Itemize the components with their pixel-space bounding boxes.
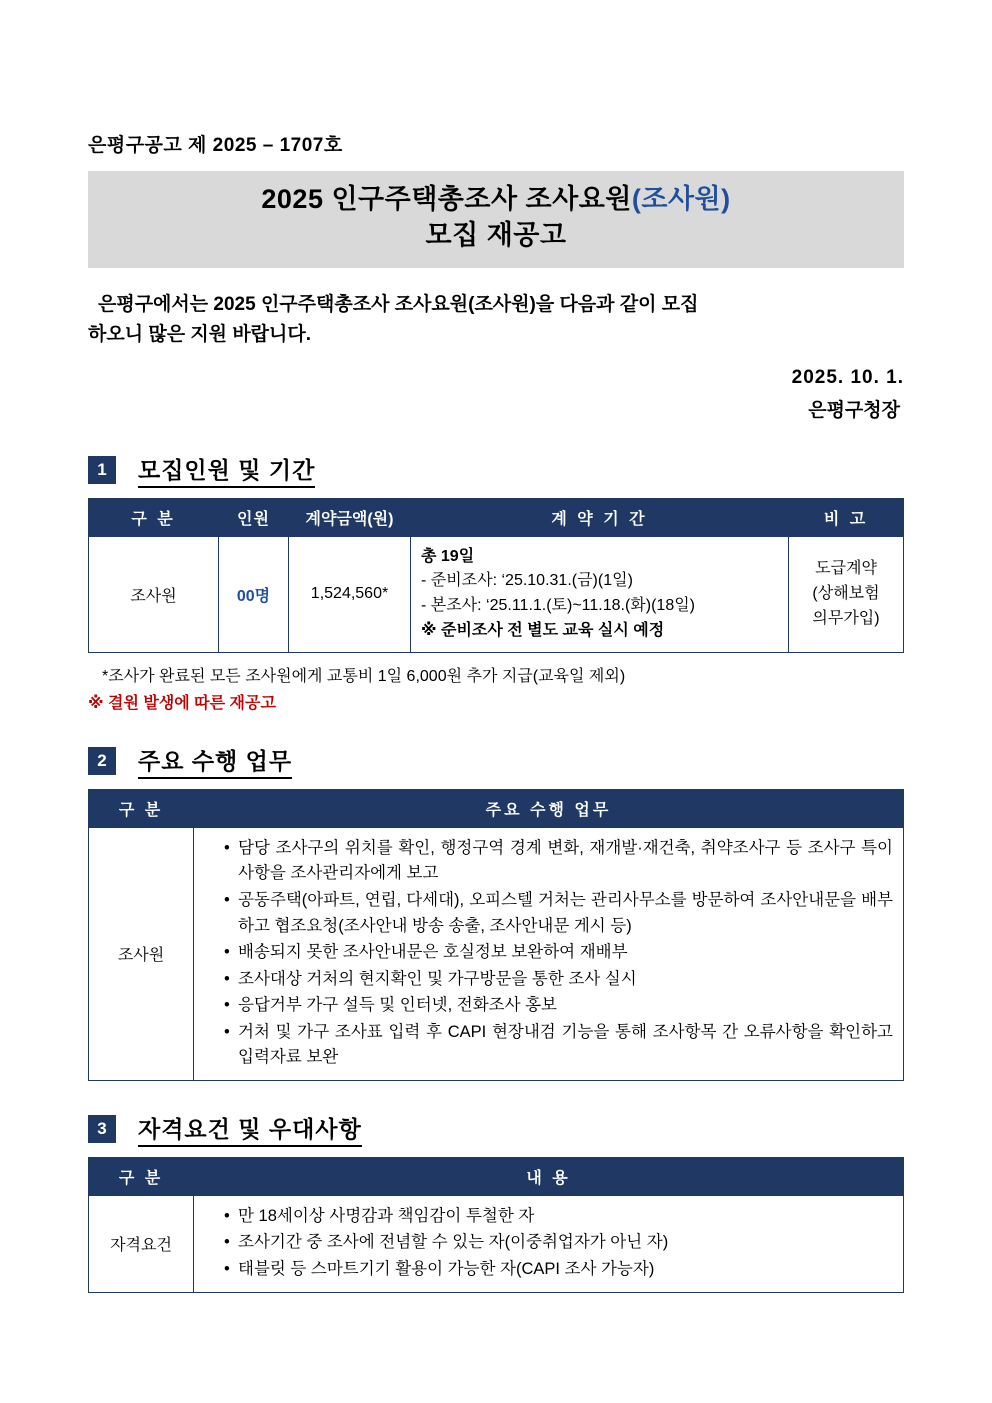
cell-division: 조사원: [89, 536, 219, 652]
intro-paragraph: [88, 290, 904, 351]
list-item: • 응답거부 가구 설득 및 인터넷, 전화조사 홍보: [224, 993, 893, 1019]
cell-amount: 1,524,560*: [289, 536, 411, 652]
duties-table: [88, 789, 904, 1081]
list-item: • 태블릿 등 스마트기기 활용이 가능한 자(CAPI 조사 가능자): [224, 1257, 893, 1283]
cell-duties: [194, 827, 904, 1080]
period-line-2: - 본조사: ‘25.11.1.(토)~11.18.(화)(18일): [421, 597, 696, 615]
table-header-row: [89, 1157, 904, 1195]
period-total: 총 19일: [421, 547, 475, 565]
notice-date: 2025. 10. 1.: [791, 366, 904, 388]
list-item: • 배송되지 못한 조사안내문은 호실정보 보완하여 재배부: [224, 940, 893, 966]
qualifications-table: [88, 1157, 904, 1293]
remark-line-3: 의무가입): [812, 609, 880, 627]
col-period: 계 약 기 간: [411, 498, 789, 536]
section-1-heading: [88, 452, 904, 488]
list-item: • 조사기간 중 조사에 전념할 수 있는 자(이중취업자가 아닌 자): [224, 1230, 893, 1256]
col-division: 구 분: [89, 498, 219, 536]
intro-text-line-2: 하오니 많은 지원 바랍니다.: [88, 324, 312, 346]
recruitment-table: [88, 498, 904, 653]
section-1-number: 1: [88, 456, 116, 484]
section-2-number: 2: [88, 747, 116, 775]
list-item: • 만 18세이상 사명감과 책임감이 투철한 자: [224, 1204, 893, 1230]
col-duties: 주요 수행 업무: [194, 789, 904, 827]
period-note: ※ 준비조사 전 별도 교육 실시 예정: [421, 622, 665, 640]
qualifications-list: [204, 1204, 893, 1283]
title-main-text: 2025 인구주택총조사 조사요원: [261, 184, 632, 214]
document-title-line-1: [88, 181, 904, 217]
table-header-row: [89, 498, 904, 536]
cell-division: 조사원: [89, 827, 194, 1080]
document-title-line-2: 모집 재공고: [425, 220, 567, 251]
list-item: • 공동주택(아파트, 연립, 다세대), 오피스텔 거처는 관리사무소를 방문하여 조사안내문을 배부하고 협조요청(조사안내 방송 송출, 조사안내문 게시 등): [224, 888, 893, 939]
section-2-title: 주요 수행 업무: [138, 743, 292, 779]
intro-text-line-1: 은평구에서는 2025 인구주택총조사 조사요원(조사원)을 다음과 같이 모집: [98, 293, 699, 315]
section-3-title: 자격요건 및 우대사항: [138, 1111, 362, 1147]
issuing-organization: 은평구청장: [808, 399, 900, 421]
table-row: [89, 827, 904, 1080]
list-item: • 담당 조사구의 위치를 확인, 행정구역 경계 변화, 재개발·재건축, 취약조사구 등 조사구 특이사항을 조사관리자에게 보고: [224, 836, 893, 887]
table-row: [89, 1195, 904, 1292]
col-division: 구 분: [89, 789, 194, 827]
cell-remark: [789, 536, 904, 652]
remark-line-1: 도급계약: [815, 560, 877, 578]
table-footnote: *조사가 완료된 모든 조사원에게 교통비 1일 6,000원 추가 지급(교육일 제외): [102, 667, 626, 685]
cell-count: 00명: [219, 536, 289, 652]
list-item: • 조사대상 거처의 현지확인 및 가구방문을 통한 조사 실시: [224, 967, 893, 993]
cell-period: [411, 536, 789, 652]
list-item: • 거처 및 가구 조사표 입력 후 CAPI 현장내검 기능을 통해 조사항목 간 오류사항을 확인하고 입력자료 보완: [224, 1020, 893, 1071]
duties-list: [204, 836, 893, 1071]
section-3-heading: [88, 1111, 904, 1147]
remark-line-2: (상해보험: [812, 584, 880, 602]
section-1-title: 모집인원 및 기간: [138, 452, 315, 488]
col-count: 인원: [219, 498, 289, 536]
table-header-row: [89, 789, 904, 827]
section-3-number: 3: [88, 1115, 116, 1143]
document-title-band: [88, 171, 904, 268]
col-content: 내 용: [194, 1157, 904, 1195]
period-line-1: - 준비조사: ‘25.10.31.(금)(1일): [421, 572, 633, 590]
table-row: [89, 536, 904, 652]
cell-qualifications: [194, 1195, 904, 1292]
table-footnote-highlight: ※ 결원 발생에 따른 재공고: [88, 694, 276, 712]
document-number: 은평구공고 제 2025 – 1707호: [88, 135, 343, 156]
col-division: 구 분: [89, 1157, 194, 1195]
col-remark: 비 고: [789, 498, 904, 536]
cell-division: 자격요건: [89, 1195, 194, 1292]
col-amount: 계약금액(원): [289, 498, 411, 536]
title-accent-text: (조사원): [631, 184, 731, 214]
section-2-heading: [88, 743, 904, 779]
